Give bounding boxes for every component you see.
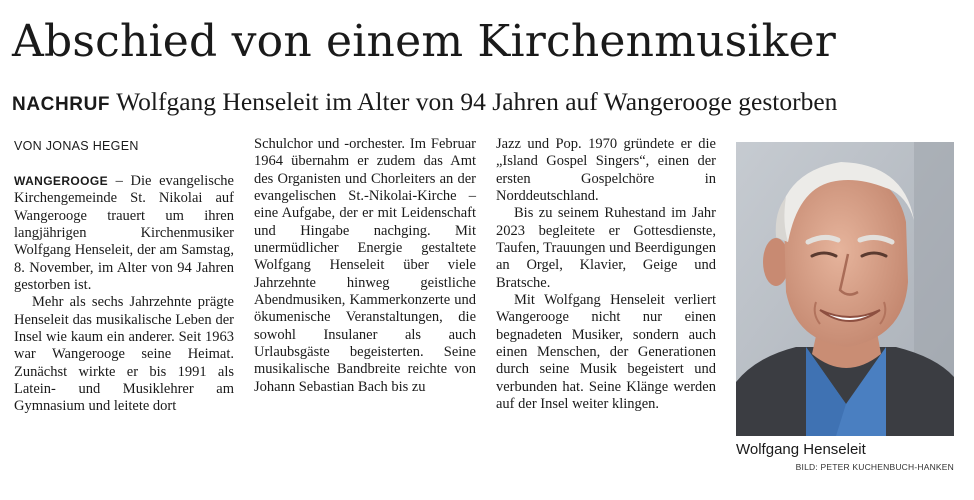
paragraph-retirement: Bis zu seinem Ruhestand im Jahr 2023 begleitete er Gottesdienste, Taufen, Trauungen und Beerdigungen an Orgel, Klavier, Geige und Bratsche.: [496, 205, 716, 291]
article-column-1: [14, 138, 234, 416]
portrait-image: [736, 142, 954, 436]
photo-caption: Wolfgang Henseleit: [736, 441, 866, 458]
article-column-2: [254, 136, 476, 396]
photo-credit: BILD: PETER KUCHENBUCH-HANKEN: [795, 462, 954, 472]
subheadline: Wolfgang Henseleit im Alter von 94 Jahren auf Wangerooge gestorben: [116, 87, 838, 116]
paragraph-career: Mehr als sechs Jahrzehnte prägte Henseleit das musikalische Leben der Insel wie kaum ein anderer. Seit 1963 war Wangerooge seine Heimat. Zunächst wirkte er bis 1991 als Latein- und Musiklehrer am Gymnasium und leitete dort: [14, 294, 234, 415]
subheadline-row: [12, 86, 962, 121]
dateline: WANGEROOGE: [14, 174, 109, 188]
byline: VON JONAS HEGEN: [14, 139, 139, 153]
paragraph-intro: [14, 173, 234, 294]
paragraph-intro-text: – Die evangelische Kirchengemeinde St. Nikolai auf Wangerooge trauert um ihren langjährigen Kirchenmusiker Wolfgang Henseleit, der am Samstag, 8. November, im Alter von 94 Jahren gestorben ist.: [14, 173, 234, 294]
paragraph-farewell: Mit Wolfgang Henseleit verliert Wangerooge nicht nur einen begnadeten Musiker, sondern auch einen Menschen, der Generationen durch seine Musik begeistert und verbunden hat. Seine Klänge werden auf der Insel weiter klingen.: [496, 292, 716, 413]
article-column-3: [496, 136, 716, 414]
portrait-photo: [736, 142, 954, 436]
headline: Abschied von einem Kirchenmusiker: [12, 16, 837, 67]
kicker-label: NACHRUF: [12, 94, 111, 115]
paragraph-organist: Schulchor und -orchester. Im Februar 1964 übernahm er zudem das Amt des Organisten und Chorleiters an der evangelischen St.-Nikolai-Kirche – eine Aufgabe, der er mit Leidenschaft und Hingabe nachging. Mit unermüdlicher Energie gestaltete Wolfgang Henseleit über viele Jahrzehnte hinweg geistliche Abendmusiken, Kammerkonzerte und ökumenische Veranstaltungen, die sowohl Insulaner als auch Urlaubsgäste begeisterten. Seine musikalische Bandbreite reichte von Johann Sebastian Bach bis zu: [254, 136, 476, 395]
paragraph-gospel: Jazz und Pop. 1970 gründete er die „Island Gospel Singers“, einen der ersten Gospelchöre in Norddeutschland.: [496, 136, 716, 205]
